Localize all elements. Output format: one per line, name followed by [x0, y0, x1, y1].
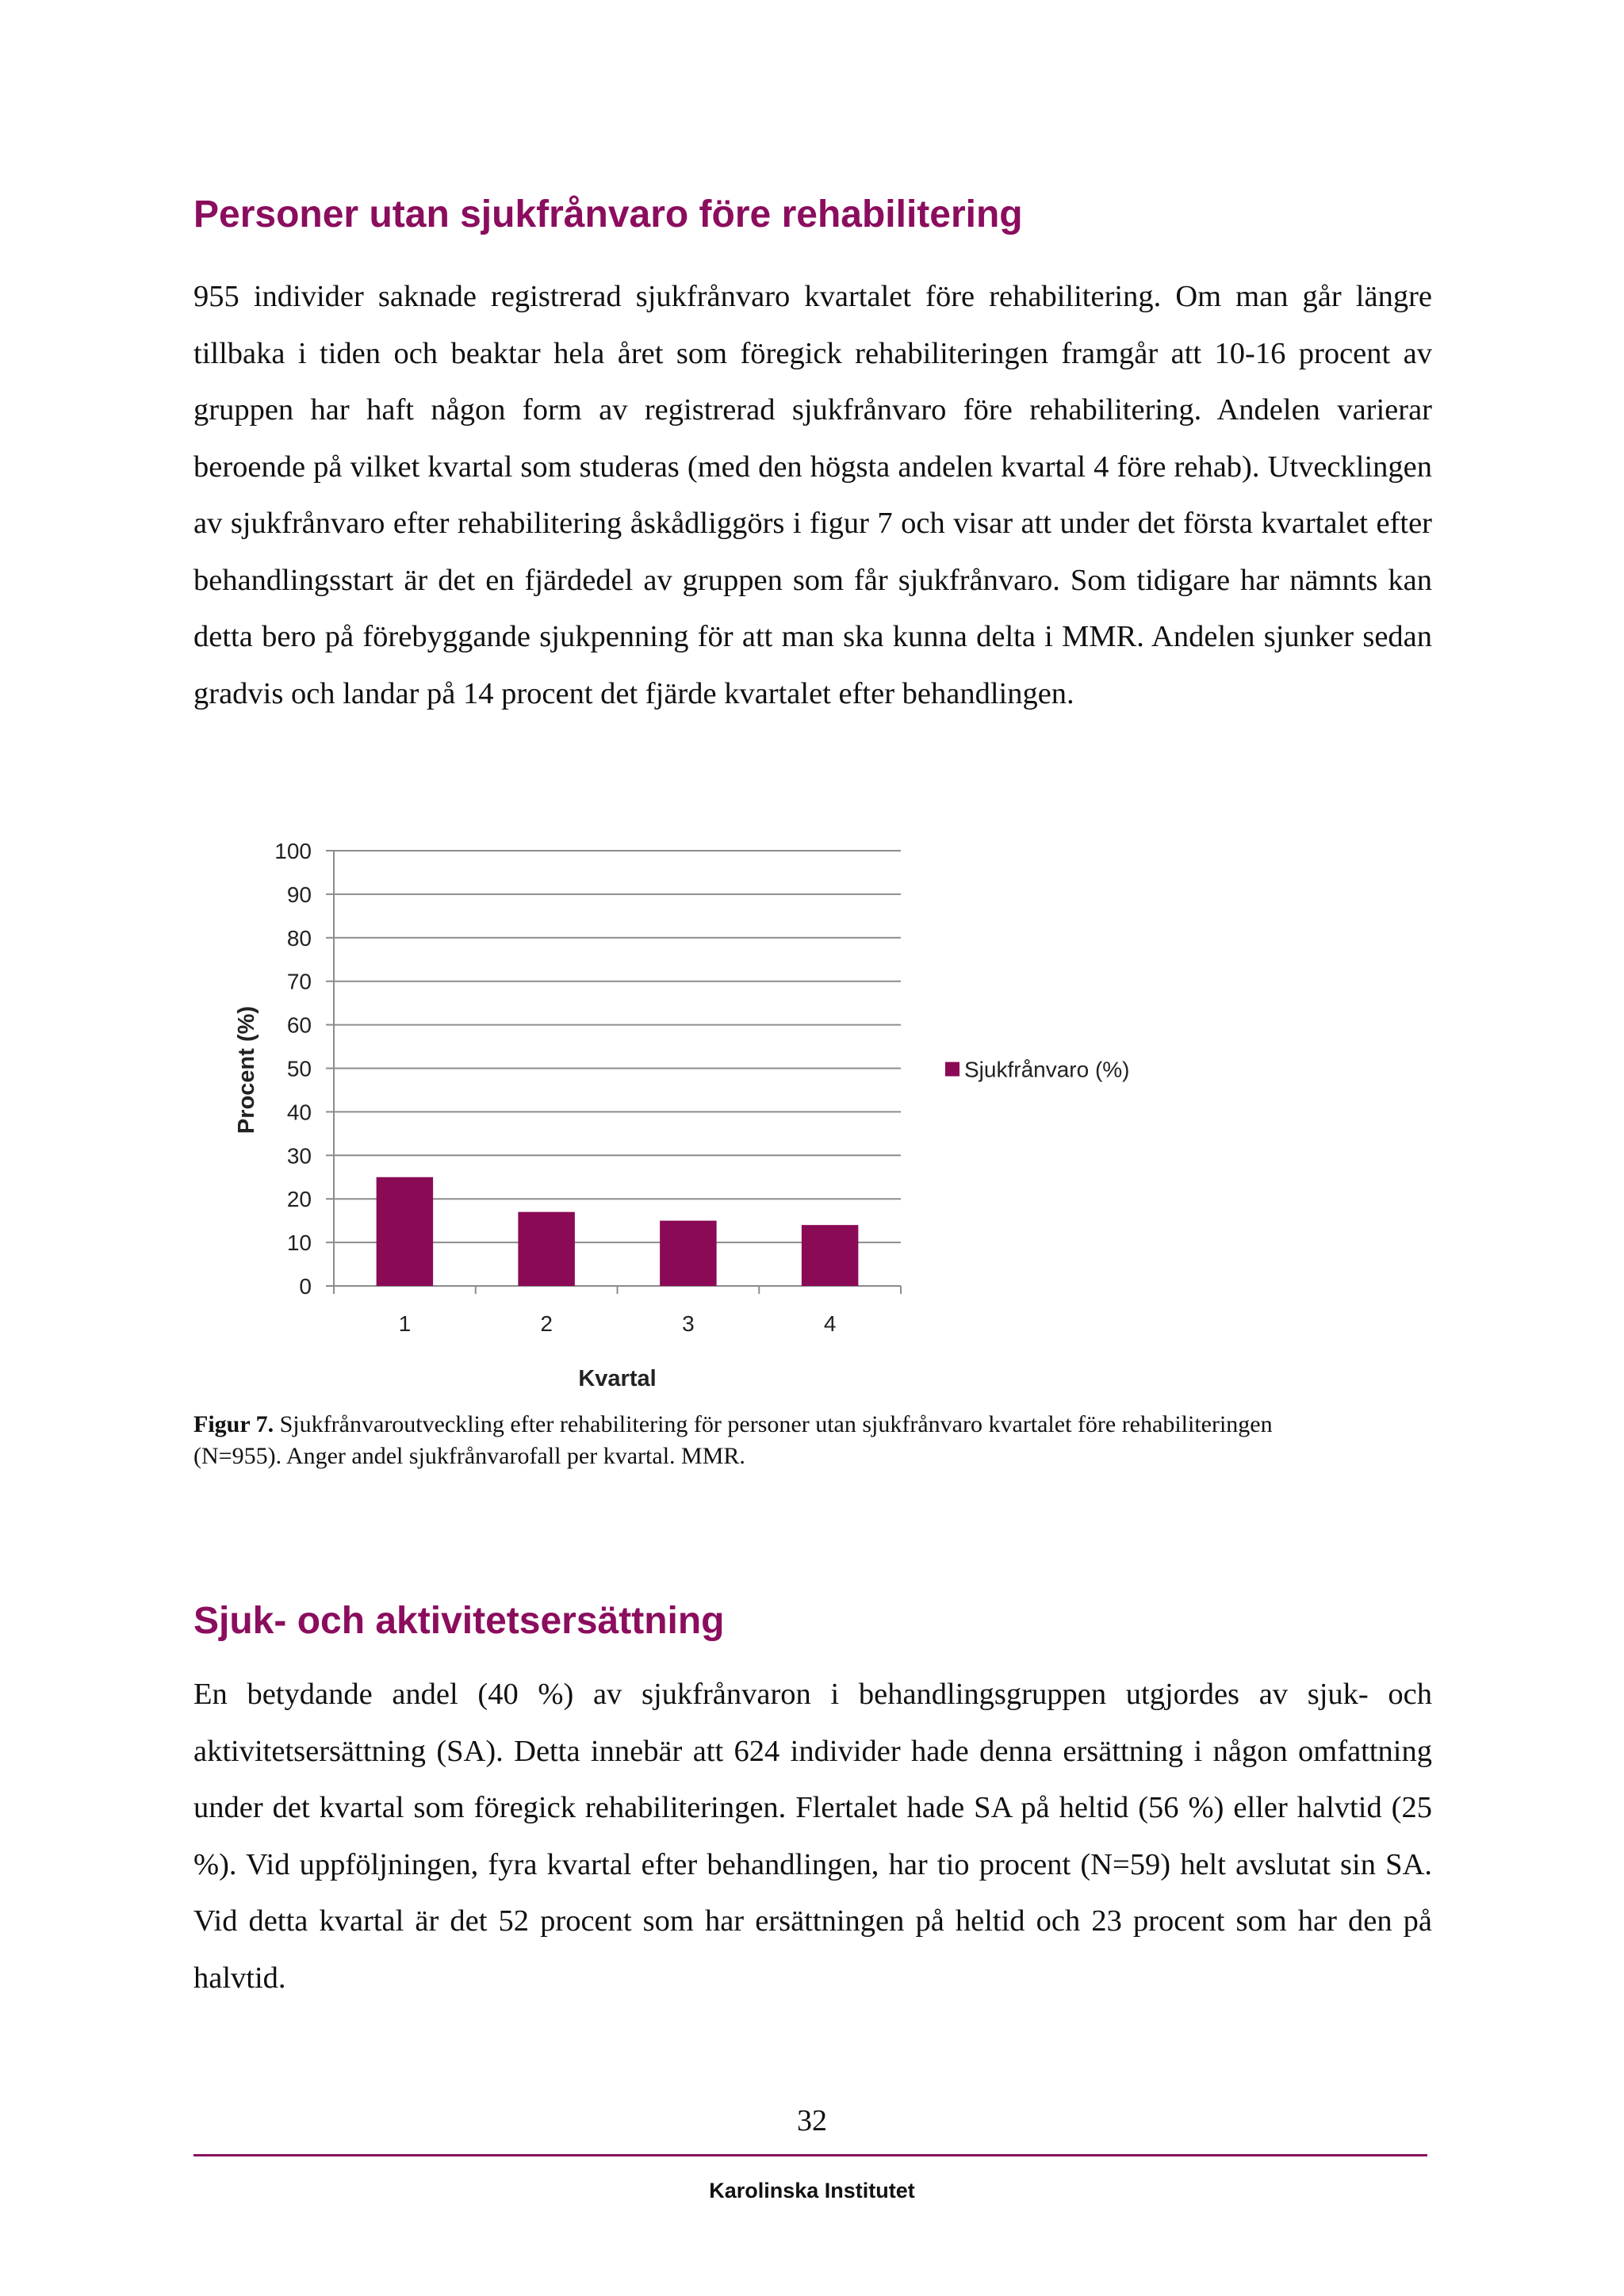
y-tick-label: 70	[286, 969, 312, 994]
legend-label: Sjukfrånvaro (%)	[964, 1057, 1130, 1082]
x-tick-label: 3	[682, 1311, 695, 1336]
y-tick-label: 10	[286, 1230, 312, 1256]
x-axis-title: Kvartal	[578, 1366, 657, 1391]
y-tick-label: 80	[286, 925, 312, 951]
bar-kvartal-2	[518, 1212, 575, 1286]
y-tick-label: 30	[286, 1143, 312, 1169]
x-tick-label: 1	[398, 1311, 412, 1336]
y-tick-label: 50	[286, 1056, 312, 1081]
bar-kvartal-4	[802, 1225, 859, 1286]
footer-divider	[193, 2154, 1427, 2156]
legend-swatch	[945, 1062, 959, 1077]
y-axis-title: Procent (%)	[234, 1005, 259, 1135]
bar-kvartal-1	[377, 1177, 434, 1286]
bar-chart	[222, 825, 1253, 1395]
y-tick-label: 20	[286, 1187, 312, 1212]
figure-7-chart	[222, 825, 1253, 1395]
y-tick-label: 0	[299, 1274, 312, 1299]
page-number: 32	[797, 2104, 827, 2137]
section-heading-sa: Sjuk- och aktivitetsersättning	[193, 1600, 725, 1642]
y-tick-label: 60	[286, 1012, 312, 1038]
x-tick-label: 4	[823, 1311, 837, 1336]
y-tick-label: 90	[286, 882, 312, 907]
x-tick-label: 2	[540, 1311, 553, 1336]
bar-kvartal-3	[660, 1221, 717, 1286]
caption-text: Sjukfrånvaroutveckling efter rehabilitering för personer utan sjukfrånvaro kvartalet före rehabiliteringen (N=955). Anger andel sjukfrånvarofall per kvartal. MMR.	[193, 1411, 1273, 1469]
y-tick-label: 100	[274, 839, 312, 863]
y-tick-label: 40	[286, 1100, 312, 1125]
figure-caption	[193, 1409, 1304, 1472]
body-paragraph-2: En betydande andel (40 %) av sjukfrånvaron i behandlingsgruppen utgjordes av sjuk- och aktivitetsersättning (SA). Detta innebär att 624 individer hade denna ersättning i någon omfattning under det kvartal som föregick rehabiliteringen. Flertalet hade SA på heltid (56 %) eller halvtid (25 %). Vid uppföljningen, fyra kvartal efter behandlingen, har tio procent (N=59) helt avslutat sin SA. Vid detta kvartal är det 52 procent som har ersättningen på heltid och 23 procent som har den på halvtid.	[193, 1678, 1432, 1995]
footer-institution: Karolinska Institutet	[709, 2179, 915, 2202]
body-paragraph-1: 955 individer saknade registrerad sjukfrånvaro kvartalet före rehabilitering. Om man går längre tillbaka i tiden och beaktar hela året som föregick rehabiliteringen framgår att 10-16 procent av gruppen har haft någon form av registrerad sjukfrånvaro före rehabilitering. Andelen varierar beroende på vilket kvartal som studeras (med den högsta andelen kvartal 4 före rehab). Utvecklingen av sjukfrånvaro efter rehabilitering åskådliggörs i figur 7 och visar att under det första kvartalet efter behandlingsstart är det en fjärdedel av gruppen som får sjukfrånvaro. Som tidigare har nämnts kan detta bero på förebyggande sjukpenning för att man ska kunna delta i MMR. Andelen sjunker sedan gradvis och landar på 14 procent det fjärde kvartalet efter behandlingen.	[193, 280, 1432, 710]
caption-label: Figur 7.	[193, 1411, 274, 1437]
section-heading-no-sick-leave: Personer utan sjukfrånvaro före rehabilitering	[193, 193, 1023, 235]
